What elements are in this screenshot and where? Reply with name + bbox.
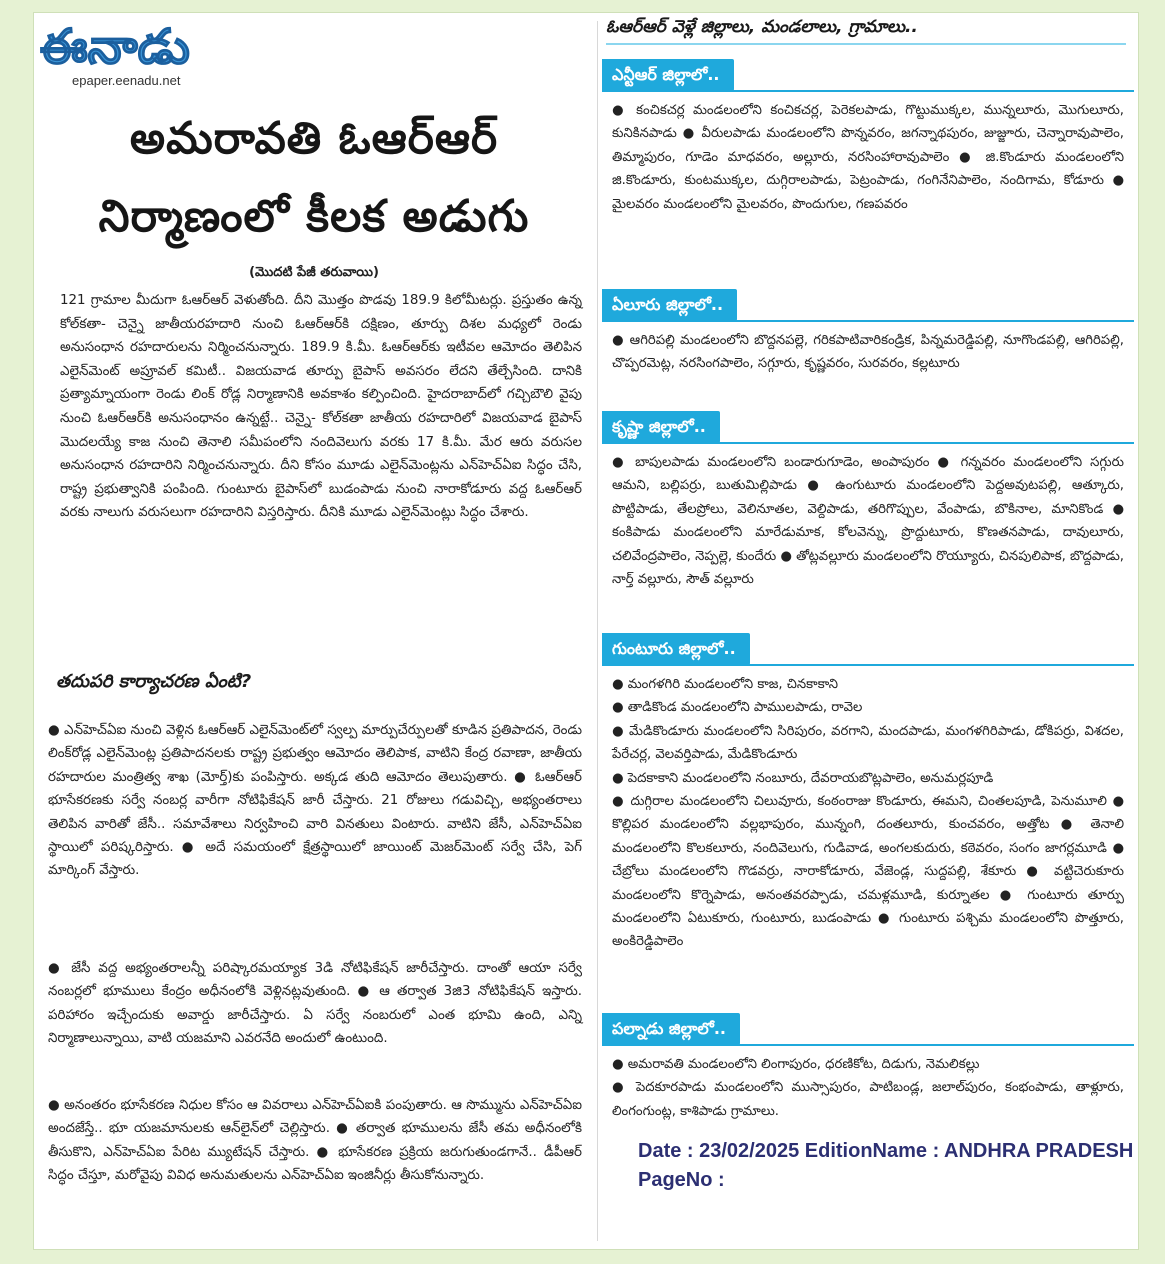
village-entry: ● పెదకూరపాడు మండలంలోని ముస్సాపురం, పాటిబండ్ల, జలాల్‌పురం, కంభంపాడు, తాళ్లూరు, లింగంగుంట్ల, కాశిపాడు గ్రామాలు. <box>612 1080 1124 1119</box>
district-rule <box>602 1044 1134 1046</box>
bullet-icon: ● <box>48 723 60 738</box>
paragraph-text: జేసీ వద్ద అభ్యంతరాలన్నీ పరిష్కారమయ్యాక 3డి నోటిఫికేషన్ జారీచేస్తారు. దాంతో ఆయా సర్వే నంబర్లలో భూములు కేంద్రం అధీనంలోకి వెళ్లినట్లవుతుంది. ● ఆ తర్వాత 3జి3 నోటిఫికేషన్ ఇస్తారు. పరిహారం ఇచ్చేందుకు అవార్డు జారీచేస్తారు. ఏ సర్వే నంబరులో ఎంత భూమి ఉంది, ఎన్ని నిర్మాణాలున్నాయి, వాటి యజమాని ఎవరనేది అందులో ఉంటుంది. <box>48 961 583 1047</box>
newspaper-clipping <box>34 13 1138 1249</box>
edition-dateline: Date : 23/02/2025 EditionName : ANDHRA PRADESH PageNo : <box>638 1140 1134 1191</box>
villages-column <box>602 13 1138 1249</box>
district-header: పల్నాడు జిల్లాలో.. <box>602 1013 740 1045</box>
district-rule <box>602 442 1134 444</box>
headline-line-1: అమరావతి ఓఆర్ఆర్ <box>129 113 499 164</box>
villages-title: ఓఆర్ఆర్ వెళ్లే జిల్లాలు, మండలాలు, గ్రామాలు.. <box>606 17 1126 45</box>
continued-note: (మొదటి పేజీ తరువాయి) <box>249 265 379 280</box>
district-villages <box>612 673 1124 954</box>
bullet-icon: ● <box>48 1098 60 1113</box>
village-entry: ● దుగ్గిరాల మండలంలోని చిలువూరు, కంఠంరాజు కొండూరు, ఈమని, చింతలపూడి, పెనుమూలి ● కొల్లిపర మండలంలోని వల్లభాపురం, మున్నంగి, దంతలూరు, కుంచవరం, అత్తోట ● తెనాలి మండలంలోని కొలకలూరు, నందివెలుగు, గుడివాడ, అంగలకుదురు, కఠెవరం, సంగం జాగర్లమూడి ● చేబ్రోలు మండలంలోని గొడవర్రు, నారాకోడూరు, వేజెండ్ల, సుద్దపల్లి, శేకూరు ● వట్టిచెరుకూరు మండలంలోని కొర్నెపాడు, అనంతవరప్పాడు, చమళ్లమూడి, కుర్నూతల ● గుంటూరు తూర్పు మండలంలోని ఏటుకూరు, గుంటూరు, బుడంపాడు ● గుంటూరు పశ్చిమ మండలంలోని పొత్తూరు, అంకిరెడ్డిపాలెం <box>612 794 1124 950</box>
body-paragraph <box>48 719 582 883</box>
district-guntur <box>602 633 1134 954</box>
district-rule <box>602 664 1134 666</box>
district-palnadu <box>602 1013 1134 1123</box>
district-villages <box>612 99 1124 216</box>
bullet-icon: ● <box>48 961 64 976</box>
district-header: ఎన్టీఆర్ జిల్లాలో.. <box>602 59 734 91</box>
village-entry: ● పెదకాకాని మండలంలోని నంబూరు, దేవరాయబొట్లపాలెం, అనుమర్లపూడి <box>612 770 994 786</box>
masthead <box>38 17 238 93</box>
district-header: కృష్ణా జిల్లాలో.. <box>602 411 720 443</box>
village-entry: ● ఆగిరిపల్లి మండలంలోని బొద్దనపల్లె, గరికపాటివారికండ్రిక, పిన్నమరెడ్డిపల్లి, నూగొండపల్లి, ఆగిరిపల్లి, చొప్పరమెట్ల, నరసింగపాలెం, సగ్గూరు, కృష్ణవరం, సురవరం, కల్లటూరు <box>612 333 1124 372</box>
district-villages <box>612 451 1124 591</box>
district-eluru <box>602 289 1134 376</box>
paragraph-text: ఎన్‌హెచ్ఏఐ నుంచి వెళ్లిన ఓఆర్ఆర్ ఎలైన్‌మెంట్‌లో స్వల్ప మార్పుచేర్పులతో కూడిన ప్రతిపాదన, రెండు లింక్‌రోడ్ల ఎలైన్‌మెంట్ల ప్రతిపాదనలకు రాష్ట్ర ప్రభుత్వం ఆమోదం తెలిపాక, వాటిని కేంద్ర రవాణా, జాతీయ రహదారుల మంత్రిత్వ శాఖ (మోర్త్)కు పంపిస్తారు. అక్కడ తుది ఆమోదం తెలుపుతారు. ● ఓఆర్ఆర్ భూసేకరణకు సర్వే నంబర్ల వారీగా నోటిఫికేషన్ జారీ చేస్తారు. 21 రోజులు గడువిచ్చి, అభ్యంతరాలు తెలిపిన వారితో జేసీ.. సమావేశాలు నిర్వహించి వారి వినతులు వింటారు. వాటిని జేసీ, ఎన్‌హెచ్ఏఐ స్థాయిలో పరిష్కరిస్తారు. ● అదే సమయంలో క్షేత్రస్థాయిలో జాయింట్ మెజర్‌మెంట్ సర్వే చేసి, పెగ్ మార్కింగ్ వేస్తారు. <box>48 723 582 879</box>
masthead-site: epaper.eenadu.net <box>72 73 181 88</box>
district-villages <box>612 1053 1124 1123</box>
district-header: గుంటూరు జిల్లాలో.. <box>602 633 750 665</box>
article-column <box>34 13 594 1249</box>
district-krishna <box>602 411 1134 591</box>
village-entry: ● బాపులపాడు మండలంలోని బండారుగూడెం, అంపాపురం ● గన్నవరం మండలంలోని సగ్గురు ఆమని, బల్లిపర్రు, బుతుమిల్లిపాడు ● ఉంగుటూరు మండలంలోని పెద్దఅవుటపల్లి, ఆత్కూరు, పొట్టిపాడు, తేలప్రోలు, వెలినూతల, వెల్దిపాడు, తరిగొప్పుల, వేంపాడు, బొకినాల, మానికొండ ● కంకిపాడు మండలంలోని మారేడుమాక, కోలవెన్ను, ప్రొద్దుటూరు, కొణతనపాడు, దావులూరు, చలివేంద్రపాలెం, నెప్పల్లె, కుందేరు ● తోట్లవల్లూరు మండలంలోని రొయ్యూరు, చినపులిపాక, బొద్దపాడు, నార్త్ వల్లూరు, సౌత్ వల్లూరు <box>612 455 1124 588</box>
column-divider <box>597 21 598 1241</box>
village-entry: ● మేడికొండూరు మండలంలోని సిరిపురం, వరగాని, మందపాడు, మంగళగిరిపాడు, డోకిపర్రు, విశదల, పేరేచర్ల, వెలవర్తిపాడు, మేడికొండూరు <box>612 723 1124 763</box>
district-rule <box>602 320 1134 322</box>
paragraph-text: అనంతరం భూసేకరణ నిధుల కోసం ఆ వివరాలు ఎన్‌హెచ్ఏఐకి పంపుతారు. ఆ సొమ్మును ఎన్‌హెచ్ఏఐ అందజేస్తే.. భూ యజమానులకు ఆన్‌లైన్‌లో చెల్లిస్తారు. ● తర్వాత భూములను జేసీ తమ అధీనంలోకి తీసుకొని, ఎన్‌హెచ్ఏఐ పేరిట మ్యుటేషన్ చేస్తారు. ● భూసేకరణ ప్రక్రియ జరుగుతుండగానే.. డీపీఆర్ సిద్ధం చేస్తూ, మరోవైపు వివిధ అనుమతులను ఎన్‌హెచ్ఏఐ ఇంజినీర్లు తీసుకోనున్నారు. <box>48 1098 583 1184</box>
village-entry: ● అమరావతి మండలంలోని లింగాపురం, ధరణికోట, దిడుగు, నెమలికల్లు <box>612 1057 980 1072</box>
village-entry: ● తాడికొండ మండలంలోని పాములపాడు, రావెల <box>612 700 863 716</box>
district-ntr <box>602 59 1134 216</box>
subheading: తదుపరి కార్యాచరణ ఏంటి? <box>56 671 252 692</box>
district-header: ఏలూరు జిల్లాలో.. <box>602 289 737 321</box>
body-paragraph <box>48 1094 582 1188</box>
lead-paragraph: 121 గ్రామాల మీదుగా ఓఆర్ఆర్ వెళుతోంది. దీని మొత్తం పొడవు 189.9 కిలోమీటర్లు. ప్రస్తుతం ఉన్న కోల్‌కతా- చెన్నై జాతీయరహదారి నుంచి ఓఆర్ఆర్‌కి దక్షిణం, తూర్పు దిశల మధ్యలో రెండు అనుసంధాన రహదారులను నిర్మించనున్నారు. 189.9 కి.మీ. ఓఆర్ఆర్‌కు ఇటీవల ఆమోదం తెలిపిన ఎలైన్‌మెంట్ అప్రూవల్ కమిటీ.. విజయవాడ తూర్పు బైపాస్ అవసరం లేదని తేల్చేసింది. దానికి ప్రత్యామ్నాయంగా రెండు లింక్ రోడ్ల నిర్మాణానికి అవకాశం కల్పించింది. హైదరాబాద్‌లో గచ్చిబౌలి వైపు నుంచి ఓఆర్ఆర్‌కి అనుసంధానం ఉన్నట్టే.. చెన్నై- కోల్‌కతా జాతీయ రహదారిలో విజయవాడ బైపాస్ మొదలయ్యే కాజ నుంచి తెనాలి సమీపంలోని నందివెలుగు వరకు 17 కి.మీ. మేర ఆరు వరుసల అనుసంధాన రహదారిని నిర్మించనున్నారు. దీని కోసం మూడు ఎలైన్‌మెంట్లను ఎన్‌హెచ్ఏఐ సిద్ధం చేసి, రాష్ట్ర ప్రభుత్వానికి పంపింది. గుంటూరు బైపాస్‌లో బుడంపాడు నుంచి నారాకోడూరు వద్ద ఓఆర్ఆర్ వరకు నాలుగు వరుసలుగా రహదారిని విస్తరిస్తారు. దీనికి మూడు ఎలైన్‌మెంట్లు సిద్ధం చేశారు. <box>60 293 582 521</box>
village-entry: ● మంగళగిరి మండలంలోని కాజ, చినకాకాని <box>612 677 838 692</box>
logo-text: ఈనాడు <box>40 19 190 73</box>
headline-line-2: నిర్మాణంలో కీలక అడుగు <box>98 191 530 242</box>
body-paragraph <box>48 957 582 1051</box>
district-rule <box>602 90 1134 92</box>
district-villages <box>612 329 1124 376</box>
village-entry: ● కంచికచర్ల మండలంలోని కంచికచర్ల, పెరెకలపాడు, గొట్టుముక్కల, మున్నలూరు, మొగులూరు, కునికినపాడు ● వీరులపాడు మండలంలోని పొన్నవరం, జగన్నాథపురం, జుజ్జూరు, చెన్నారావుపాలెం, తిమ్మాపురం, గూడెం మాధవరం, అల్లూరు, నరసింహారావుపాలెం ● జి.కొండూరు మండలంలోని జి.కొండూరు, కుంటముక్కల, దుగ్గిరాలపాడు, పెట్రంపాడు, గంగినేనిపాలెం, నందిగామ, కోడూరు ● మైలవరం మండలంలోని మైలవరం, పొందుగుల, గణపవరం <box>612 103 1124 212</box>
eenadu-logo-icon <box>38 17 238 73</box>
